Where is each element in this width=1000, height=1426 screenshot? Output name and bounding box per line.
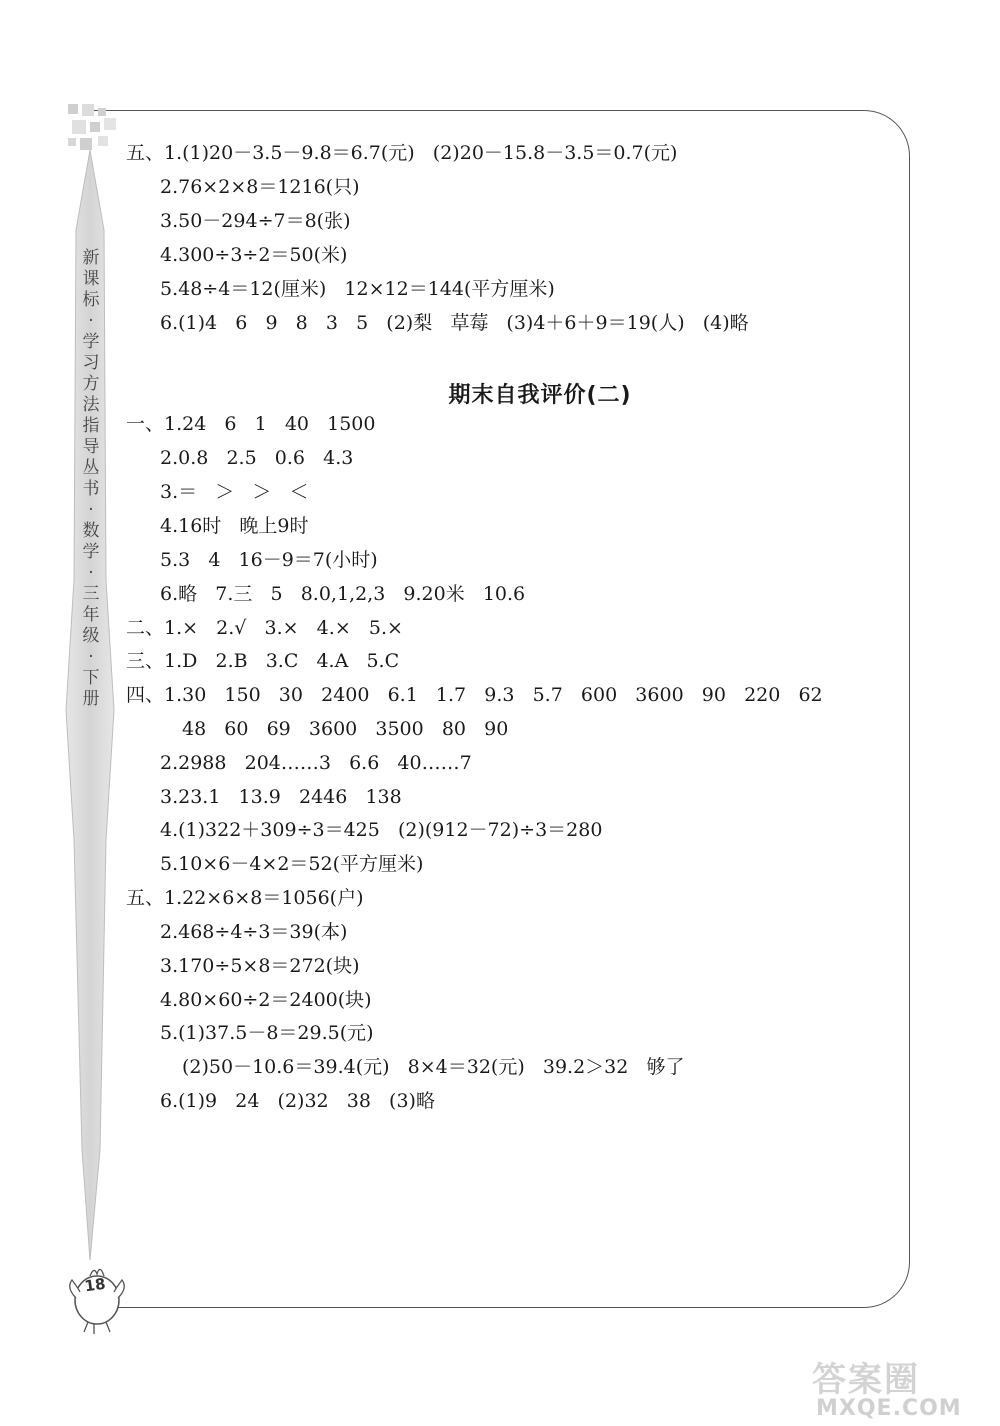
answer-line: 4.80×60÷2＝2400(块) [160, 989, 372, 1011]
answer-line: 6.(1)4 6 9 8 3 5 (2)梨 草莓 (3)4＋6＋9＝19(人) (4)略 [160, 312, 749, 334]
answer-line: 四、1.30 150 30 2400 6.1 1.7 9.3 5.7 600 3600 90 220 62 [126, 684, 823, 706]
answer-line: 48 60 69 3600 3500 80 90 [182, 718, 509, 740]
answer-line: 4.16时 晚上9时 [160, 515, 309, 537]
answer-line: 3.＝ ＞ ＞ ＜ [160, 481, 309, 503]
spine-title: 新课标·学习方法指导丛书·数学·三年级·下册 [82, 248, 100, 709]
answer-line: 4.300÷3÷2＝50(米) [160, 244, 348, 266]
answer-line: 三、1.D 2.B 3.C 4.A 5.C [126, 650, 400, 672]
section-title: 期末自我评价(二) [448, 383, 632, 408]
answer-line: 3.23.1 13.9 2446 138 [160, 786, 402, 808]
answer-line: 二、1.× 2.√ 3.× 4.× 5.× [126, 617, 403, 639]
answer-line: 5.3 4 16－9＝7(小时) [160, 549, 378, 571]
watermark-url: MXQE.COM [816, 1396, 962, 1421]
answer-line: 5.(1)37.5－8＝29.5(元) [160, 1022, 374, 1044]
answer-line: 3.50－294÷7＝8(张) [160, 210, 351, 232]
answer-line: 2.0.8 2.5 0.6 4.3 [160, 447, 354, 469]
answer-line: 3.170÷5×8＝272(块) [160, 955, 360, 977]
answer-line: 一、1.24 6 1 40 1500 [126, 413, 376, 435]
answer-line: 6.略 7.三 5 8.0,1,2,3 9.20米 10.6 [160, 583, 526, 605]
watermark [812, 1352, 992, 1422]
answer-line: 5.48÷4＝12(厘米) 12×12＝144(平方厘米) [160, 278, 555, 300]
answer-line: 5.10×6－4×2＝52(平方厘米) [160, 853, 424, 875]
answer-line: 五、1.(1)20－3.5－9.8＝6.7(元) (2)20－15.8－3.5＝0.7(元) [126, 142, 678, 164]
answer-line: 2.76×2×8＝1216(只) [160, 176, 360, 198]
answer-line: 2.2988 204……3 6.6 40……7 [160, 752, 472, 774]
answer-line: 2.468÷4÷3＝39(本) [160, 921, 348, 943]
answer-line: 4.(1)322＋309÷3＝425 (2)(912－72)÷3＝280 [160, 819, 603, 841]
answer-line: 五、1.22×6×8＝1056(户) [126, 887, 364, 909]
watermark-logo-text: 答案圈 [812, 1360, 920, 1400]
answer-line: (2)50－10.6＝39.4(元) 8×4＝32(元) 39.2＞32 够了 [182, 1056, 685, 1078]
answer-line: 6.(1)9 24 (2)32 38 (3)略 [160, 1090, 435, 1112]
page-number: 18 [83, 1274, 107, 1296]
